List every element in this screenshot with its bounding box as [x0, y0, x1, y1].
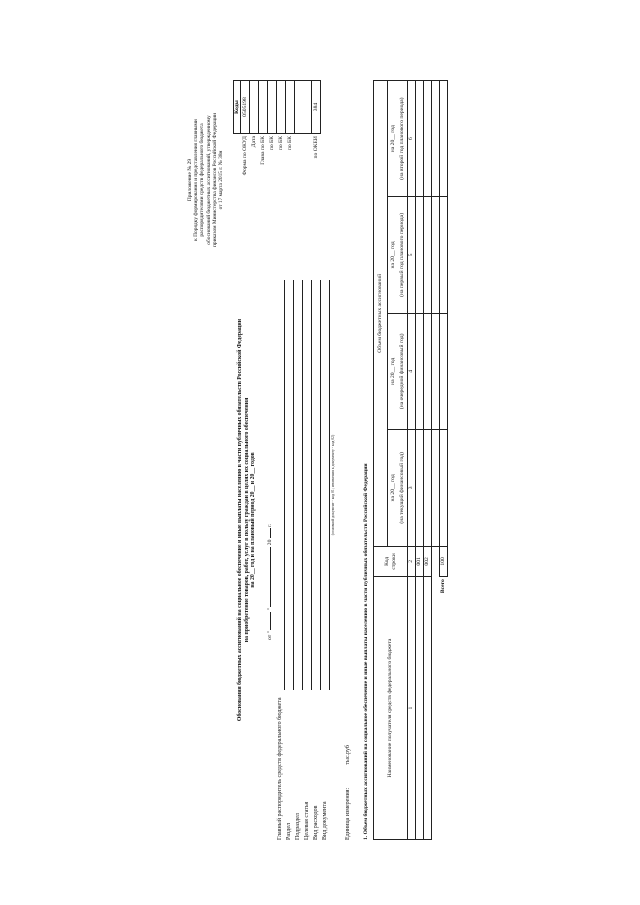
appendix-line: распорядителями средств федерального бюджета [199, 123, 206, 237]
codes-label: по ОКЕИ [313, 136, 320, 159]
row-cell [424, 430, 432, 547]
codes-box [233, 80, 321, 270]
codes-header: Коды [234, 81, 241, 134]
codes-label: по БК [287, 136, 294, 151]
date-year-suffix: г. [267, 523, 273, 527]
col-number: 4 [408, 313, 416, 430]
doc-type-hint: (основной документ - код 01; изменения к документу - код 02) [331, 434, 335, 536]
codes-label: Форма по ОКУД [242, 136, 249, 176]
codes-value [250, 81, 259, 134]
total-label: Всего [440, 579, 447, 594]
row-cell [440, 430, 448, 547]
row-cell [416, 197, 424, 313]
date-year-prefix: 20 [267, 539, 273, 546]
form-title [237, 200, 257, 840]
row-cell [416, 81, 424, 197]
field-underline [311, 280, 312, 690]
row-cell [432, 81, 440, 197]
col-header-year: на 20__ год [388, 197, 398, 313]
col-number: 2 [408, 546, 416, 576]
row-cell [432, 430, 440, 547]
codes-label: Глава по БК [260, 136, 267, 165]
col-header-period: (на текущий финансовый год) [398, 430, 408, 547]
unit-line [345, 640, 352, 840]
appendix-line: обоснований бюджетных ассигнований, утвержденному [205, 115, 212, 245]
appendix-line: Приложение № 29 [187, 158, 193, 202]
field-underline [284, 280, 285, 690]
row-cell [440, 197, 448, 313]
col-number: 5 [408, 197, 416, 313]
field-label-expense-type: Вид расходов [313, 805, 319, 840]
appendix-note [187, 80, 224, 280]
col-header-period: (на очередной финансовый год) [398, 313, 408, 430]
col-header-code: Код строки [374, 546, 408, 576]
field-label-document-type: Вид документа [322, 801, 328, 840]
field-underline [329, 280, 330, 690]
field-underline [293, 280, 294, 690]
codes-value [277, 81, 286, 134]
table-row [424, 81, 432, 840]
appendix-line: от 17 марта 2015 г. № 38н [218, 150, 225, 210]
field-label-main-manager: Главный распорядитель средств федерального бюджета [277, 697, 283, 840]
table-row [432, 81, 440, 840]
row-cell [432, 197, 440, 313]
title-line-2: на приобретение товаров, работ, услуг в пользу граждан в целях их социального обеспечения [243, 397, 250, 643]
row-cell [416, 430, 424, 547]
row-code: 002 [424, 546, 432, 576]
codes-value [295, 81, 312, 134]
date-line [267, 380, 273, 640]
row-code: 001 [416, 546, 424, 576]
codes-value [268, 81, 277, 134]
unit-value: тыс.руб [345, 745, 351, 765]
rotated-form-page [185, 80, 520, 840]
codes-value: 0505198 [241, 81, 250, 134]
appendix-line: приказом Министерства финансов Российской Федерации [211, 113, 218, 247]
codes-label [295, 134, 312, 270]
field-label-target-item: Целевая статья [304, 801, 310, 840]
col-number: 6 [408, 81, 416, 197]
row-name [424, 577, 432, 840]
codes-value [286, 81, 295, 134]
col-header-period: (на первый год планового периода) [398, 197, 408, 313]
row-cell [440, 313, 448, 430]
row-cell [440, 81, 448, 197]
table-row [416, 81, 424, 840]
row-cell [424, 197, 432, 313]
row-cell [432, 313, 440, 430]
title-line-3: на 20__ год и на плановый период 20__ и 20__ годов [250, 452, 257, 588]
row-cell [424, 81, 432, 197]
unit-label: Единица измерения: [345, 787, 351, 840]
field-label-section: Раздел [286, 823, 292, 840]
appendix-line: к Порядку формирования и представления главными [193, 119, 200, 241]
col-number: 1 [408, 577, 416, 840]
codes-value [259, 81, 268, 134]
section-title: 1. Объем бюджетных ассигнований на социальное обеспечение и иные выплаты населению в части публичных обязательств Российской Федерации [363, 463, 369, 840]
col-header-group: Объем бюджетных ассигнований [374, 81, 388, 547]
header-fields [277, 280, 335, 840]
col-header-year: на 20__ год [388, 313, 398, 430]
col-header-name: Наименование получателя средств федерального бюджета [374, 577, 408, 840]
codes-value: 384 [312, 81, 321, 134]
col-header-year: на 20__ год [388, 430, 398, 547]
row-name [416, 577, 424, 840]
row-cell [424, 313, 432, 430]
codes-label: Дата [251, 136, 258, 148]
col-header-year: на 20__ год [388, 81, 398, 197]
row-cell [416, 313, 424, 430]
field-label-subsection: Подраздел [295, 813, 301, 840]
budget-table [373, 80, 448, 840]
codes-label: по БК [278, 136, 285, 151]
total-code: 100 [440, 546, 448, 576]
col-number: 3 [408, 430, 416, 547]
total-row [440, 81, 448, 840]
codes-label: по БК [269, 136, 276, 151]
field-underline [302, 280, 303, 690]
field-underline [320, 280, 321, 690]
date-quote: " [267, 608, 273, 611]
title-line-1: Обоснования бюджетных ассигнований на социальное обеспечение и иные выплаты населению в части публичных обязательств Российской Федерации [237, 318, 243, 722]
date-from: от " [267, 631, 273, 640]
col-header-period: (на второй год планового периода) [398, 81, 408, 197]
